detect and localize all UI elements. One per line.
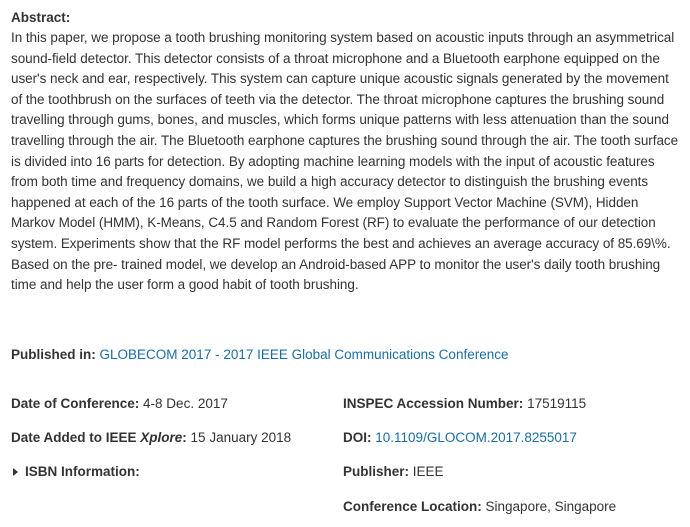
doi [343, 428, 577, 448]
date-of-conference-value: 4-8 Dec. 2017 [143, 396, 228, 411]
published-in [11, 345, 508, 365]
inspec-accession-number [343, 394, 586, 414]
doi-label: DOI: [343, 430, 372, 445]
conference-location [343, 497, 616, 517]
date-added-label: Date Added to IEEE Xplore: [11, 430, 187, 445]
date-added-value: 15 January 2018 [190, 430, 292, 445]
doi-link[interactable]: 10.1109/GLOCOM.2017.8255017 [375, 430, 577, 445]
abstract-section [11, 8, 683, 296]
publisher-value: IEEE [412, 464, 444, 479]
isbn-toggle[interactable] [11, 462, 140, 482]
inspec-value: 17519115 [527, 396, 587, 411]
abstract-text: In this paper, we propose a tooth brushing monitoring system based on acoustic inputs through an asymmetrical sound-field detector. This detector consists of a throat microphone and a Bluetooth earphone equipped on the user's neck and ear, respectively. This system can capture unique acoustic signals generated by the movement of the toothbrush on the surfaces of teeth via the detector. The throat microphone captures the brushing sound travelling through gums, bones, and muscles, which forms unique patterns with less attenuation than the sound travelling through the air. The Bluetooth earphone captures the brushing sound through the air. The tooth surface is divided into 16 parts for detection. By adopting machine learning models with the input of acoustic features from both time and frequency domains, we build a high accuracy detector to distinguish the brushing events happened at each of the 16 parts of the tooth surface. We employ Support Vector Machine (SVM), Hidden Markov Model (HMM), K-Means, C4.5 and Random Forest (RF) to evaluate the performance of our detection system. Experiments show that the RF model performs the best and achieves an average accuracy of 85.69\%. Based on the pre- trained model, we develop an Android-based APP to monitor the user's daily tooth brushing time and help the user form a good habit of tooth brushing. [11, 30, 679, 293]
published-in-label: Published in: [11, 347, 96, 362]
caret-right-icon [13, 468, 18, 476]
inspec-label: INSPEC Accession Number: [343, 396, 524, 411]
abstract-heading: Abstract: [11, 10, 71, 25]
date-of-conference-label: Date of Conference: [11, 396, 140, 411]
date-added [11, 428, 291, 448]
isbn-information[interactable] [11, 462, 140, 482]
date-of-conference [11, 394, 228, 414]
publisher-label: Publisher: [343, 464, 410, 479]
publisher [343, 462, 444, 482]
isbn-label: ISBN Information: [25, 464, 140, 479]
conference-location-label: Conference Location: [343, 499, 482, 514]
published-in-link[interactable]: GLOBECOM 2017 - 2017 IEEE Global Communications Conference [99, 347, 509, 362]
conference-location-value: Singapore, Singapore [485, 499, 617, 514]
